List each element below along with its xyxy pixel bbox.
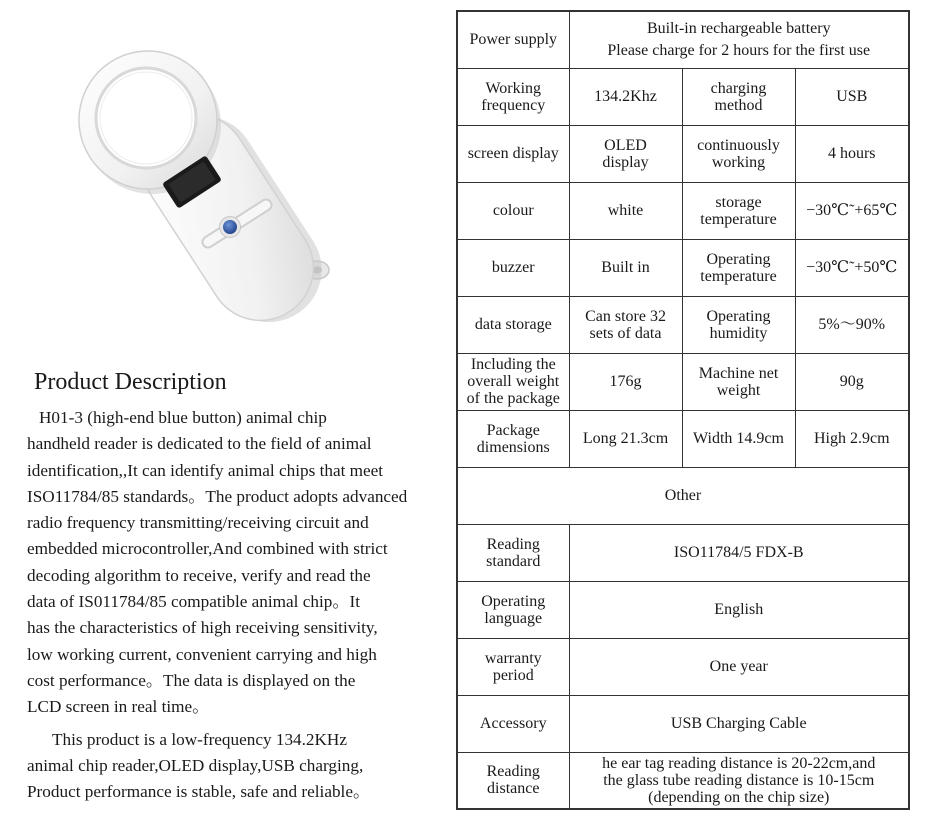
- spec-label: Reading standard: [457, 524, 569, 581]
- spec-value: −30℃˜+65℃: [795, 182, 909, 239]
- spec-value-line: Please charge for 2 hours for the first use: [607, 41, 871, 59]
- spec-value: Width 14.9cm: [682, 410, 795, 467]
- table-row: [457, 182, 909, 239]
- spec-label: Working frequency: [457, 68, 569, 125]
- spec-value: [569, 11, 909, 68]
- table-row: [457, 68, 909, 125]
- spec-value: USB Charging Cable: [569, 695, 909, 752]
- spec-label: Reading distance: [457, 752, 569, 809]
- table-row: [457, 524, 909, 581]
- section-header-other: Other: [457, 467, 909, 524]
- spec-value: High 2.9cm: [795, 410, 909, 467]
- spec-value: he ear tag reading distance is 20-22cm,and the glass tube reading distance is 10-15cm (depending on the chip size): [569, 752, 909, 809]
- table-row: [457, 125, 909, 182]
- spec-label: Package dimensions: [457, 410, 569, 467]
- spec-label: Operating humidity: [682, 296, 795, 353]
- spec-value: 90g: [795, 353, 909, 410]
- spec-value: Long 21.3cm: [569, 410, 682, 467]
- spec-label: data storage: [457, 296, 569, 353]
- spec-value: 4 hours: [795, 125, 909, 182]
- spec-label: warranty period: [457, 638, 569, 695]
- table-row: [457, 752, 909, 809]
- spec-label: continuously working: [682, 125, 795, 182]
- description-body: [27, 405, 442, 805]
- product-image: [70, 50, 340, 325]
- table-row: [457, 581, 909, 638]
- spec-label: Operating temperature: [682, 239, 795, 296]
- spec-value: 176g: [569, 353, 682, 410]
- table-row: [457, 638, 909, 695]
- spec-label: storage temperature: [682, 182, 795, 239]
- spec-label: screen display: [457, 125, 569, 182]
- table-row: [457, 296, 909, 353]
- description-paragraph: H01-3 (high-end blue button) animal chip handheld reader is dedicated to the field of animal identification,,It can identify animal chips that meet ISO11784/85 standards。The product adopts advanced radio frequency transmitting/receiving circuit and embedded microcontroller,And combined with strict decoding algorithm to receive, verify and read the data of IS011784/85 compatible animal chip。It has the characteristics of high receiving sensitivity, low working current, convenient carrying and high cost performance。The data is displayed on the LCD screen in real time。: [27, 408, 408, 717]
- spec-value: Built in: [569, 239, 682, 296]
- spec-value: ISO11784/5 FDX-B: [569, 524, 909, 581]
- spec-value: One year: [569, 638, 909, 695]
- spec-label: Machine net weight: [682, 353, 795, 410]
- table-row: [457, 239, 909, 296]
- spec-value: Can store 32 sets of data: [569, 296, 682, 353]
- spec-value-line: Built-in rechargeable battery: [646, 19, 831, 37]
- spec-table: [456, 10, 910, 810]
- spec-value: OLED display: [569, 125, 682, 182]
- spec-label: Power supply: [457, 11, 569, 68]
- spec-value: English: [569, 581, 909, 638]
- table-row: [457, 353, 909, 410]
- table-row: [457, 11, 909, 68]
- spec-label: Operating language: [457, 581, 569, 638]
- spec-label: Including the overall weight of the package: [457, 353, 569, 410]
- spec-value: white: [569, 182, 682, 239]
- spec-label: Accessory: [457, 695, 569, 752]
- table-row: [457, 410, 909, 467]
- spec-label: buzzer: [457, 239, 569, 296]
- description-title: Product Description: [34, 369, 227, 395]
- spec-value: −30℃˜+50℃: [795, 239, 909, 296]
- spec-value: 134.2Khz: [569, 68, 682, 125]
- table-row: [457, 467, 909, 524]
- table-row: [457, 695, 909, 752]
- spec-label: charging method: [682, 68, 795, 125]
- spec-label: colour: [457, 182, 569, 239]
- spec-value: 5%～90%: [795, 296, 909, 353]
- description-paragraph: This product is a low-frequency 134.2KHz animal chip reader,OLED display,USB charging, Product performance is stable, safe and reliable。: [27, 729, 371, 802]
- spec-value: USB: [795, 68, 909, 125]
